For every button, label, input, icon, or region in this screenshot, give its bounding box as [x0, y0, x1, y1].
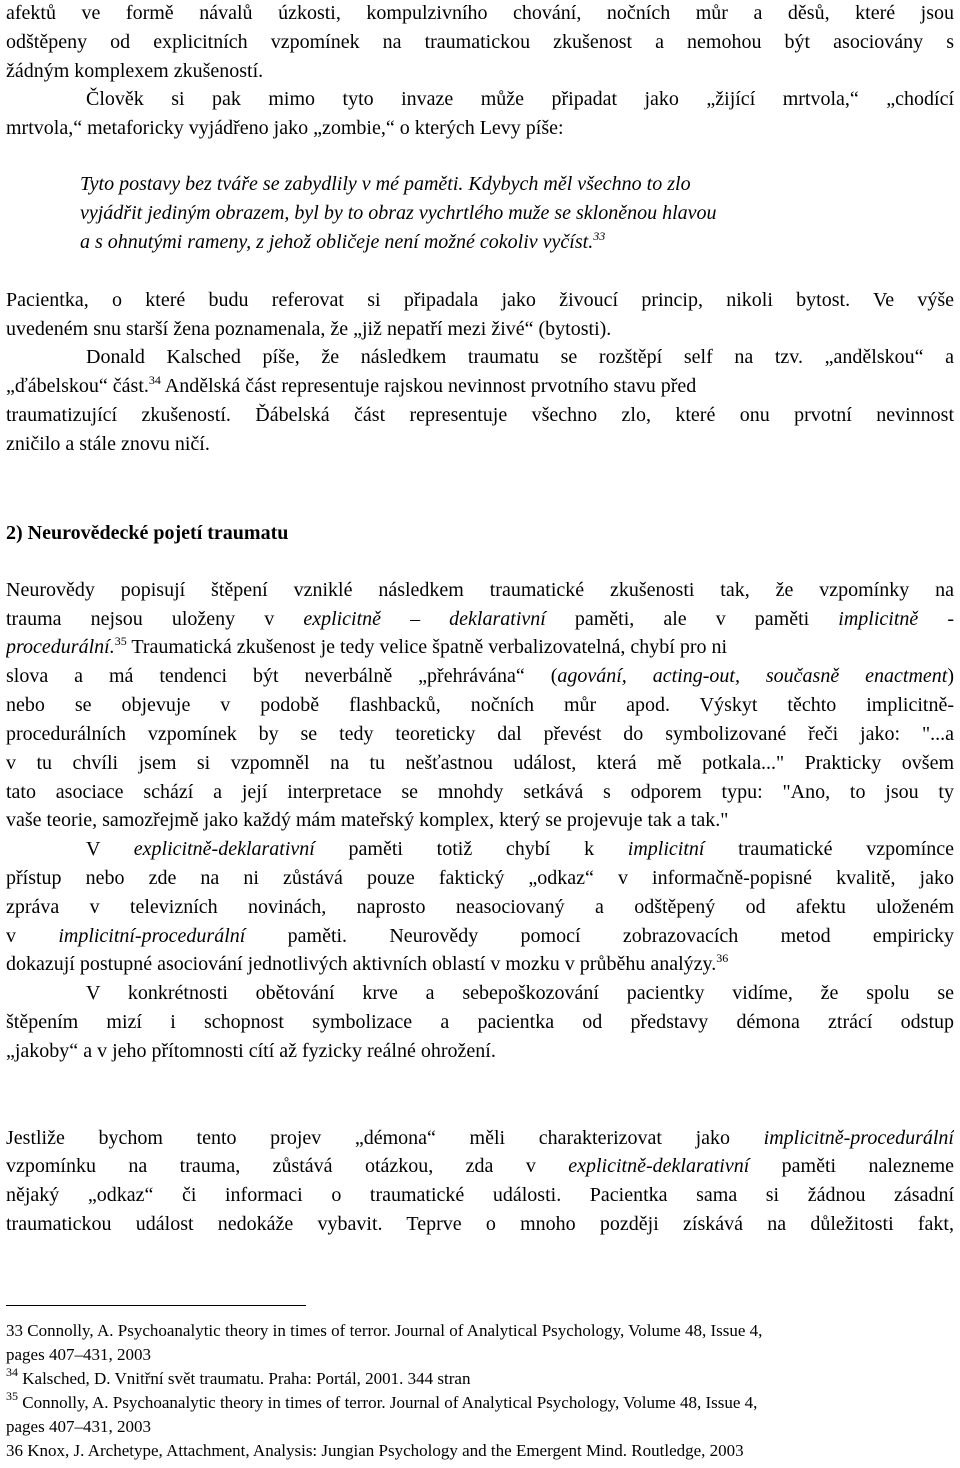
body-line: „ďábelskou“ část.$^{34}$ Andělská část representuje rajskou nevinnost prvotního stavu před	[6, 373, 697, 397]
body-line: vzpomínku na trauma, zůstává otázkou, zda v explicitně-deklarativní paměti nalezneme	[6, 1155, 954, 1177]
body-line: traumatickou událost nedokáže vybavit. Teprve o mnoho později získává na důležitosti fakt,	[6, 1213, 954, 1235]
footnote: 33 Connolly, A. Psychoanalytic theory in times of terror. Journal of Analytical Psychology, Volume 48, Issue 4,	[6, 1321, 763, 1340]
body-line: trauma nejsou uloženy v explicitně – deklarativní paměti, ale v paměti implicitně -	[6, 608, 954, 630]
footnote-ref: 36	[716, 951, 729, 965]
footnote: pages 407–431, 2003	[6, 1345, 151, 1364]
body-line: procedurálních vzpomínek by se tedy teoreticky dal převést do symbolizované řeči jako: "...a	[6, 723, 954, 745]
footnote: $^{34}$ Kalsched, D. Vnitřní svět traumatu. Praha: Portál, 2001. 344 stran	[6, 1365, 471, 1388]
body-line: V konkrétnosti obětování krve a sebepoškozování pacientky vidíme, že spolu se	[86, 982, 954, 1004]
body-line: Neurovědy popisují štěpení vzniklé následkem traumatické zkušenosti tak, že vzpomínky na	[6, 579, 954, 601]
body-line: štěpením mizí i schopnost symbolizace a pacientka od představy démona ztrácí odstup	[6, 1011, 954, 1033]
body-line: v tu chvíli jsem si vzpomněl na tu nešťastnou událost, která mě potkala..." Prakticky ovšem	[6, 752, 954, 774]
footnote: $^{35}$ Connolly, A. Psychoanalytic theory in times of terror. Journal of Analytical Psychology, Volume 48, Issue 4,	[6, 1389, 758, 1412]
footnote-ref: 34	[148, 373, 161, 387]
body-line: „jakoby“ a v jeho přítomnosti cítí až fyzicky reálné ohrožení.	[6, 1040, 496, 1062]
body-line: odštěpeny od explicitních vzpomínek na traumatickou zkušenost a nemohou být asociovány s	[6, 31, 954, 53]
body-line: traumatizující zkušeností. Ďábelská část representuje všechno zlo, které onu prvotní nevinnost	[6, 404, 954, 426]
body-line: slova a má tendenci být neverbálně „přehrávána“ (agování, acting-out, současně enactment)	[6, 665, 954, 687]
body-line: dokazují postupné asociování jednotlivých aktivních oblastí v mozku v průběhu analýzy.$^{36}$	[6, 951, 729, 975]
body-line: mrtvola,“ metaforicky vyjádřeno jako „zombie,“ o kterých Levy píše:	[6, 117, 564, 139]
quote-line: Tyto postavy bez tváře se zabydlily v mé paměti. Kdybych měl všechno to zlo	[80, 173, 691, 195]
footnote-ref: 35	[114, 634, 127, 648]
body-line: zpráva v televizních novinách, naprosto neasociovaný a odštěpený od afektu uloženém	[6, 896, 954, 918]
body-line: žádným komplexem zkušeností.	[6, 60, 264, 82]
body-line: tato asociace schází a její interpretace se mnohdy setkává s odporem typu: "Ano, to jsou ty	[6, 781, 954, 803]
section-heading: 2) Neurovědecké pojetí traumatu	[6, 522, 289, 544]
body-line: Donald Kalsched píše, že následkem traumatu se rozštěpí self na tzv. „andělskou“ a	[86, 346, 954, 368]
quote-line: vyjádřit jediným obrazem, byl by to obraz vychrtlého muže se skloněnou hlavou	[80, 202, 717, 224]
footnote-divider	[6, 1305, 306, 1306]
footnote: 36 Knox, J. Archetype, Attachment, Analysis: Jungian Psychology and the Emergent Mind. Routledge, 2003	[6, 1441, 744, 1460]
body-line: Pacientka, o které budu referovat si připadala jako živoucí princip, nikoli bytost. Ve výše	[6, 289, 954, 311]
body-line: Jestliže bychom tento projev „démona“ měli charakterizovat jako implicitně-procedurální	[6, 1127, 954, 1149]
footnote: pages 407–431, 2003	[6, 1417, 151, 1436]
body-line: procedurální.$^{35}$ Traumatická zkušenost je tedy velice špatně verbalizovatelná, chybí pro ni	[6, 634, 728, 658]
body-line: zničilo a stále znovu ničí.	[6, 433, 210, 455]
body-line: afektů ve formě návalů úzkosti, kompulzivního chování, nočních můr a děsů, které jsou	[6, 2, 954, 24]
body-line: přístup nebo zde na ni zůstává pouze faktický „odkaz“ v informačně-popisné kvalitě, jako	[6, 867, 954, 889]
body-line: uvedeném snu starší žena poznamenala, že „již nepatří mezi živé“ (bytosti).	[6, 318, 612, 340]
body-line: v implicitní-procedurální paměti. Neurovědy pomocí zobrazovacích metod empiricky	[6, 925, 954, 947]
quote-line: a s ohnutými rameny, z jehož obličeje není možné cokoliv vyčíst.$^{33}$	[80, 229, 606, 253]
body-line: nějaký „odkaz“ či informaci o traumatické události. Pacientka sama si žádnou zásadní	[6, 1184, 954, 1206]
footnote-ref: 33	[593, 229, 606, 243]
body-line: V explicitně-deklarativní paměti totiž chybí k implicitní traumatické vzpomínce	[86, 838, 954, 860]
body-line: nebo se objevuje v podobě flashbacků, nočních můr apod. Výskyt těchto implicitně-	[6, 694, 954, 716]
body-line: vaše teorie, samozřejmě jako každý mám mateřský komplex, který se projevuje tak a tak."	[6, 809, 729, 831]
body-line: Člověk si pak mimo tyto invaze může připadat jako „žijící mrtvola,“ „chodící	[86, 88, 954, 110]
